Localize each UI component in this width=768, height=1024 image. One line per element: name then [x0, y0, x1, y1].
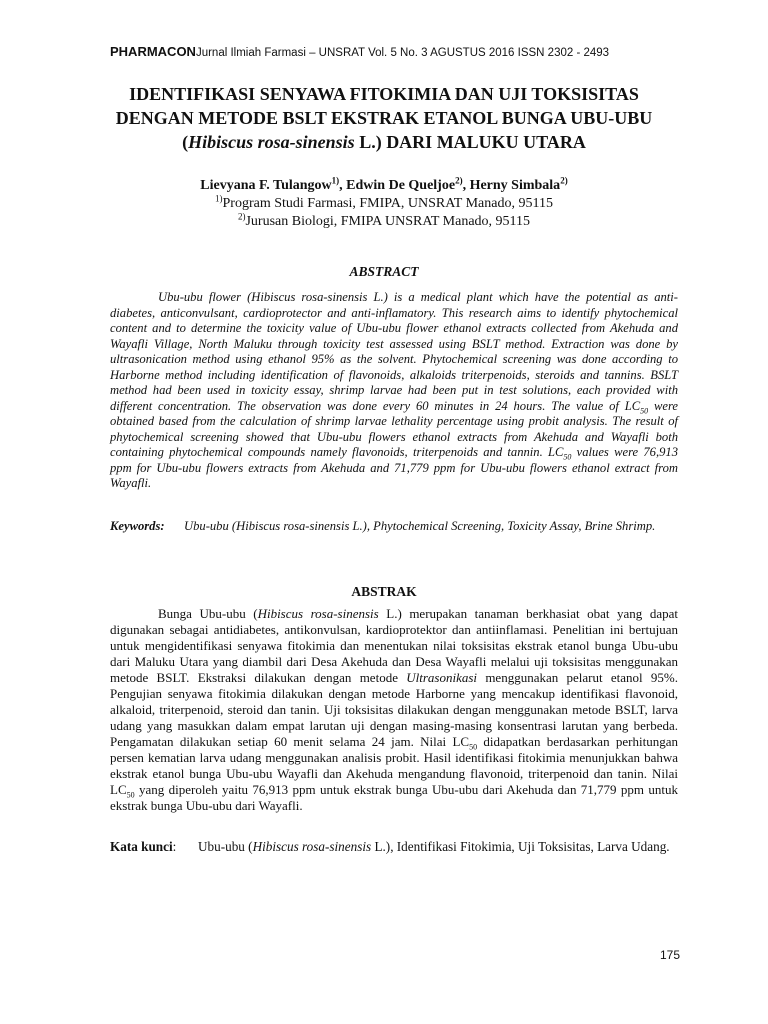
title-species: Hibiscus rosa-sinensis [188, 132, 355, 152]
journal-info: Jurnal Ilmiah Farmasi – UNSRAT Vol. 5 No. 3 AGUSTUS 2016 ISSN 2302 - 2493 [195, 47, 610, 59]
title-paren: ( [182, 132, 189, 152]
abstrak-part-5: yang diperoleh yaitu 76,913 ppm untuk ekstrak bunga Ubu-ubu dari Akehuda dan 71,779 ppm untuk ekstrak bunga Ubu-ubu dari Wayafli. [110, 782, 678, 813]
title-line-3-rest: L.) DARI MALUKU UTARA [354, 132, 586, 152]
affiliation-2-mark: 2) [237, 211, 246, 222]
abstrak-method: Ultrasonikasi [406, 670, 478, 685]
author-3: , Herny Simbala [462, 178, 561, 193]
journal-header [110, 44, 690, 59]
paper-title [80, 82, 688, 154]
author-1-affil: 1) [331, 175, 340, 186]
abstrak-part-1: Bunga Ubu-ubu ( [158, 606, 258, 621]
abstract-heading: ABSTRACT [349, 264, 419, 279]
page-number: 175 [659, 948, 680, 962]
abstract-body [110, 290, 678, 492]
lc50-subscript: 50 [563, 452, 572, 462]
kata-kunci-text [198, 838, 678, 856]
abstrak-heading: ABSTRAK [351, 584, 417, 599]
kata-kunci-label [110, 838, 176, 856]
abstrak-part-2: L.) merupakan tanaman berkhasiat obat yang dapat digunakan sebagai antidiabetes, antikonvulsan, kardioprotektor dan antiinflamasi. Penelitian ini bertujuan untuk mengidentifikasi senyawa fitokimia dan menentukan nilai toksisitas ekstrak etanol bunga Ubu-ubu dari Maluku Utara yang diambil dari Desa Akehuda dan Desa Wayafli melalui uji toksisitas menggunakan metode BSLT. Ekstraksi dilakukan dengan metode [110, 606, 678, 685]
lc50-subscript: 50 [469, 742, 478, 752]
abstract-part-2: were obtained based from the calculation of shrimp larvae lethality percentage using probit analysis. The result of phytochemical screening showed that Ubu-ubu flowers ethanol extracts from Akehuda and Wayafli both containing phytochemical compounds namely flavonoids, triterpenoids and tannin. LC [110, 398, 678, 459]
kata-kunci-part-1: Ubu-ubu ( [198, 839, 253, 854]
affiliation-1 [80, 193, 688, 212]
kata-kunci-part-2: L.), Identifikasi Fitokimia, Uji Toksisitas, Larva Udang. [371, 839, 670, 854]
abstrak-part-4: didapatkan berdasarkan perhitungan persen kematian larva udang menggunakan analisis probit. Hasil identifikasi fitokimia menunjukkan bahwa ekstrak etanol bunga Ubu-ubu Wayafli dan Akehuda mengandung flavonoid, triterpenoid dan tanin. Nilai LC [110, 734, 678, 797]
author-2-affil: 2) [455, 175, 463, 186]
author-2: , Edwin De Queljoe [339, 178, 456, 193]
kata-kunci-species: Hibiscus rosa-sinensis [252, 839, 372, 854]
author-3-affil: 2) [560, 175, 568, 186]
lc50-subscript: 50 [126, 790, 135, 800]
affiliation-1-text: Program Studi Farmasi, FMIPA, UNSRAT Manado, 95115 [222, 196, 553, 211]
abstrak-body [110, 606, 678, 814]
author-1: Lievyana F. Tulangow [200, 178, 332, 193]
journal-brand: PHARMACON [110, 44, 196, 59]
title-line-3 [80, 130, 688, 154]
affiliation-1-mark: 1) [215, 193, 223, 204]
abstrak-species: Hibiscus rosa-sinensis [257, 606, 379, 621]
lc50-subscript: 50 [640, 406, 649, 416]
kata-kunci-block [110, 838, 678, 856]
title-line-1: IDENTIFIKASI SENYAWA FITOKIMIA DAN UJI TOKSISITAS [129, 84, 639, 104]
abstract-part-3: values were 76,913 ppm for Ubu-ubu flowers extracts from Akehuda and 71,779 ppm for Ubu-ubu flowers ethanol extract from Wayafli. [110, 445, 678, 490]
affiliation-2-text: Jurusan Biologi, FMIPA UNSRAT Manado, 95115 [245, 214, 531, 229]
keywords-label: Keywords: [110, 519, 165, 533]
kata-kunci-label-text: Kata kunci [110, 839, 173, 854]
affiliation-2 [80, 211, 688, 230]
abstract-part-1: Ubu-ubu flower (Hibiscus rosa-sinensis L.) is a medical plant which have the potential as anti-diabetes, anticonvulsant, cardioprotector and anti-inflamatory. This research aims to identify phytochemical content and to determine the toxicity value of Ubu-ubu flower ethanol extracts collected from Akehuda and Wayafli Village, North Maluku through toxicity test assessed using BSLT method. Extraction was done by ultrasonication method using ethanol 95% as the solvent. Phytochemical screening was done according to Harborne method including identification of flavonoids, alkaloids triterpenoids, steroids and tannins. BSLT method had been used in toxicity essay, shrimp larvae had been put in test solutions, each provided with different concentration. The observation was done every 60 minutes in 24 hours. The value of LC [110, 290, 678, 413]
kata-kunci-colon: : [172, 839, 177, 854]
keywords-block [110, 518, 678, 534]
keywords-text: Ubu-ubu (Hibiscus rosa-sinensis L.), Phytochemical Screening, Toxicity Assay, Brine Shrimp. [184, 519, 656, 533]
author-list [80, 175, 688, 194]
abstrak-part-3: menggunakan pelarut etanol 95%. Pengujian senyawa fitokimia dilakukan dengan metode Harborne yang mencakup identifikasi flavonoid, alkaloid, triterpenoid, steroid dan tanin. Uji toksisitas dilakukan dengan menggunakan metode BSLT, larva udang yang masukkan dalam empat larutan uji dengan masing-masing konsentrasi larutan yang berbeda. Pengamatan dilakukan setiap 60 menit selama 24 jam. Nilai LC [110, 670, 679, 749]
title-line-2: DENGAN METODE BSLT EKSTRAK ETANOL BUNGA UBU-UBU [115, 108, 653, 128]
